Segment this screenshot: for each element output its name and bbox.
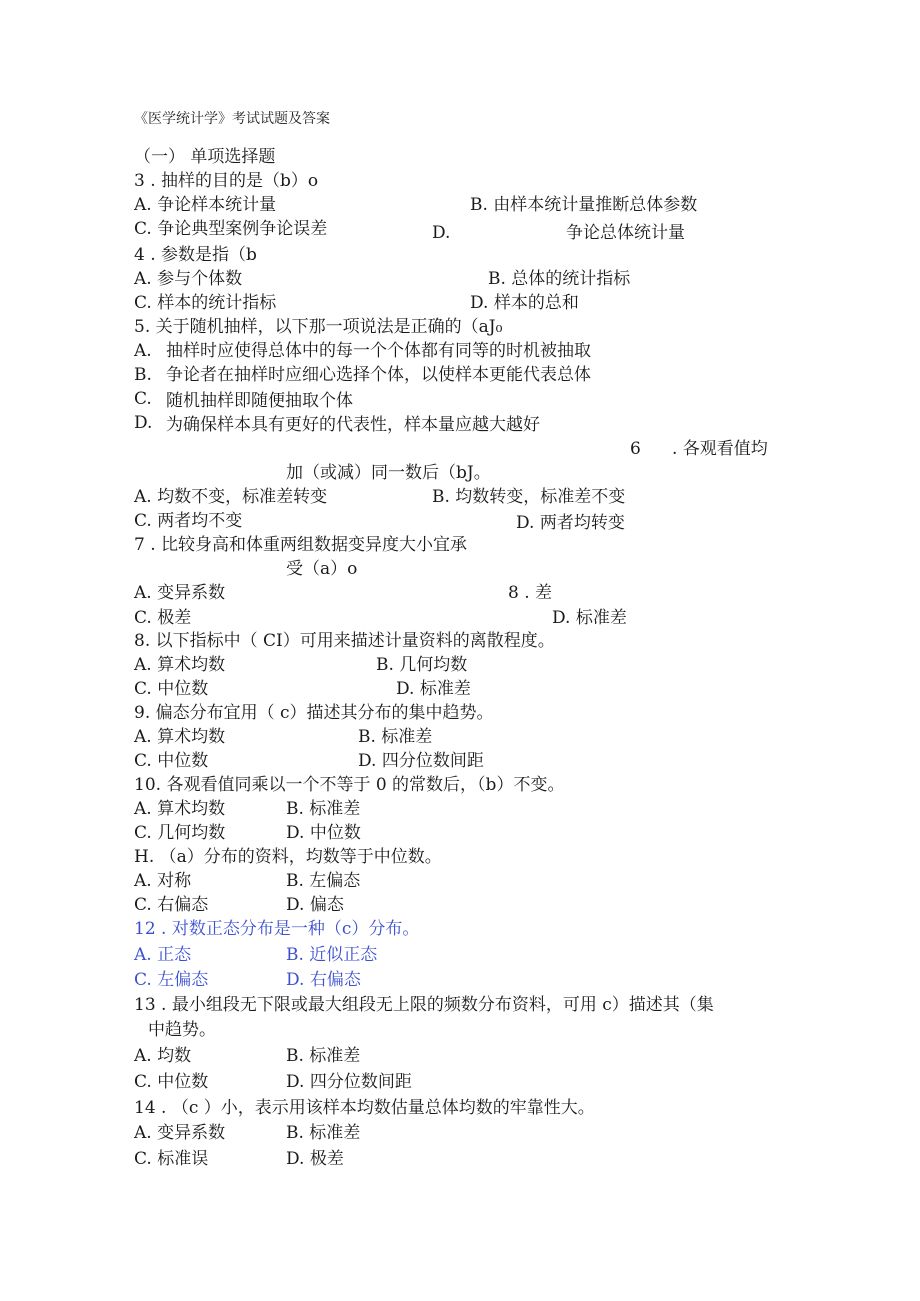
option-b: B. 标准差 [286, 1046, 361, 1066]
option-d-label: D. [432, 223, 451, 243]
option-a: A. 变异系数 [134, 1123, 226, 1143]
question-stem-continued: 中趋势。 [148, 1020, 216, 1040]
option-c: C. 中位数 [134, 679, 209, 699]
option-a: A. 均数 [134, 1046, 192, 1066]
option-a: A. 算术均数 [134, 727, 226, 747]
option-c: C. 标准误 [134, 1149, 209, 1169]
option-d: D. 标准差 [396, 679, 471, 699]
option-b-text: 争论者在抽样时应细心选择个体，以使样本更能代表总体 [166, 365, 591, 385]
option-b: B. 均数转变，标准差不变 [432, 487, 626, 507]
option-c: C. 极差 [134, 608, 192, 628]
option-a: A. 争论样本统计量 [134, 195, 277, 215]
option-a-text: 抽样时应使得总体中的每一个个体都有同等的时机被抽取 [166, 341, 591, 361]
option-d-text: 争论总体统计量 [566, 223, 685, 243]
option-c: C. 右偏态 [134, 895, 209, 915]
option-c: C. 几何均数 [134, 823, 226, 843]
document-title: 《医学统计学》考试试题及答案 [134, 111, 330, 127]
option-b: B. 总体的统计指标 [488, 269, 631, 289]
question-stem-continued: 加（或减）同一数后（bJ。 [286, 463, 491, 483]
option-b: B. 几何均数 [376, 655, 468, 675]
option-d: D. 样本的总和 [470, 293, 579, 313]
option-d: D. 中位数 [286, 823, 361, 843]
option-a: A. 算术均数 [134, 655, 226, 675]
option-b: B. 左偏态 [286, 871, 361, 891]
option-d: D. 偏态 [286, 895, 344, 915]
option-c: C. 争论典型案例争论误差 [134, 219, 328, 239]
question-stem: H. （a）分布的资料，均数等于中位数。 [134, 847, 442, 867]
option-c: C. 样本的统计指标 [134, 293, 277, 313]
question-stem: . 各观看值均 [672, 439, 768, 459]
option-b: B. 由样本统计量推断总体参数 [470, 195, 698, 215]
question-stem: 12 . 对数正态分布是一种（c）分布。 [134, 919, 420, 939]
option-d: D. 四分位数间距 [286, 1072, 412, 1092]
question-stem: 13 . 最小组段无下限或最大组段无上限的频数分布资料，可用 c）描述其（集 [134, 995, 714, 1015]
option-d-text: 为确保样本具有更好的代表性，样本量应越大越好 [166, 415, 540, 435]
option-b: B. 标准差 [286, 799, 361, 819]
question-stem: 3 . 抽样的目的是（b）o [134, 171, 319, 191]
question-stem: 14 . （c ）小，表示用该样本均数估量总体均数的牢靠性大。 [134, 1098, 595, 1118]
option-d: D. 右偏态 [286, 970, 361, 990]
section-heading: （一） 单项选择题 [134, 147, 276, 167]
option-a: A. 对称 [134, 871, 192, 891]
question-number: 6 [630, 439, 641, 459]
option-b: B. 近似正态 [286, 945, 378, 965]
option-a-label: A. [134, 341, 152, 361]
option-d: D. 两者均转变 [516, 513, 625, 533]
option-c-text: 随机抽样即随便抽取个体 [166, 391, 353, 411]
option-b-label: B. [134, 365, 152, 385]
option-b: B. 标准差 [286, 1123, 361, 1143]
option-a: A. 变异系数 [134, 583, 226, 603]
question-stem: 7 . 比较身高和体重两组数据变异度大小宜承 [134, 535, 468, 555]
option-d: D. 四分位数间距 [358, 751, 484, 771]
question-stem: 9. 偏态分布宜用（ c）描述其分布的集中趋势。 [134, 703, 494, 723]
option-c: C. 中位数 [134, 1072, 209, 1092]
option-c-label: C. [134, 389, 152, 409]
option-b: B. 标准差 [358, 727, 433, 747]
question-fragment: 8 . 差 [508, 583, 553, 603]
question-stem-continued: 受（a）o [286, 559, 358, 579]
option-d: D. 标准差 [552, 608, 627, 628]
option-a: A. 参与个体数 [134, 269, 243, 289]
question-stem: 4 . 参数是指（b [134, 245, 257, 265]
option-c: C. 左偏态 [134, 970, 209, 990]
question-stem: 10. 各观看值同乘以一个不等于 0 的常数后，（b）不变。 [134, 775, 565, 795]
option-a: A. 均数不变，标准差转变 [134, 487, 328, 507]
option-d-label: D. [134, 413, 153, 433]
option-d: D. 极差 [286, 1149, 344, 1169]
option-c: C. 中位数 [134, 751, 209, 771]
option-a: A. 算术均数 [134, 799, 226, 819]
option-a: A. 正态 [134, 945, 192, 965]
question-stem: 5. 关于随机抽样，以下那一项说法是正确的（aJ₀ [134, 317, 503, 337]
question-stem: 8. 以下指标中（ CI）可用来描述计量资料的离散程度。 [134, 631, 555, 651]
option-c: C. 两者均不变 [134, 511, 243, 531]
